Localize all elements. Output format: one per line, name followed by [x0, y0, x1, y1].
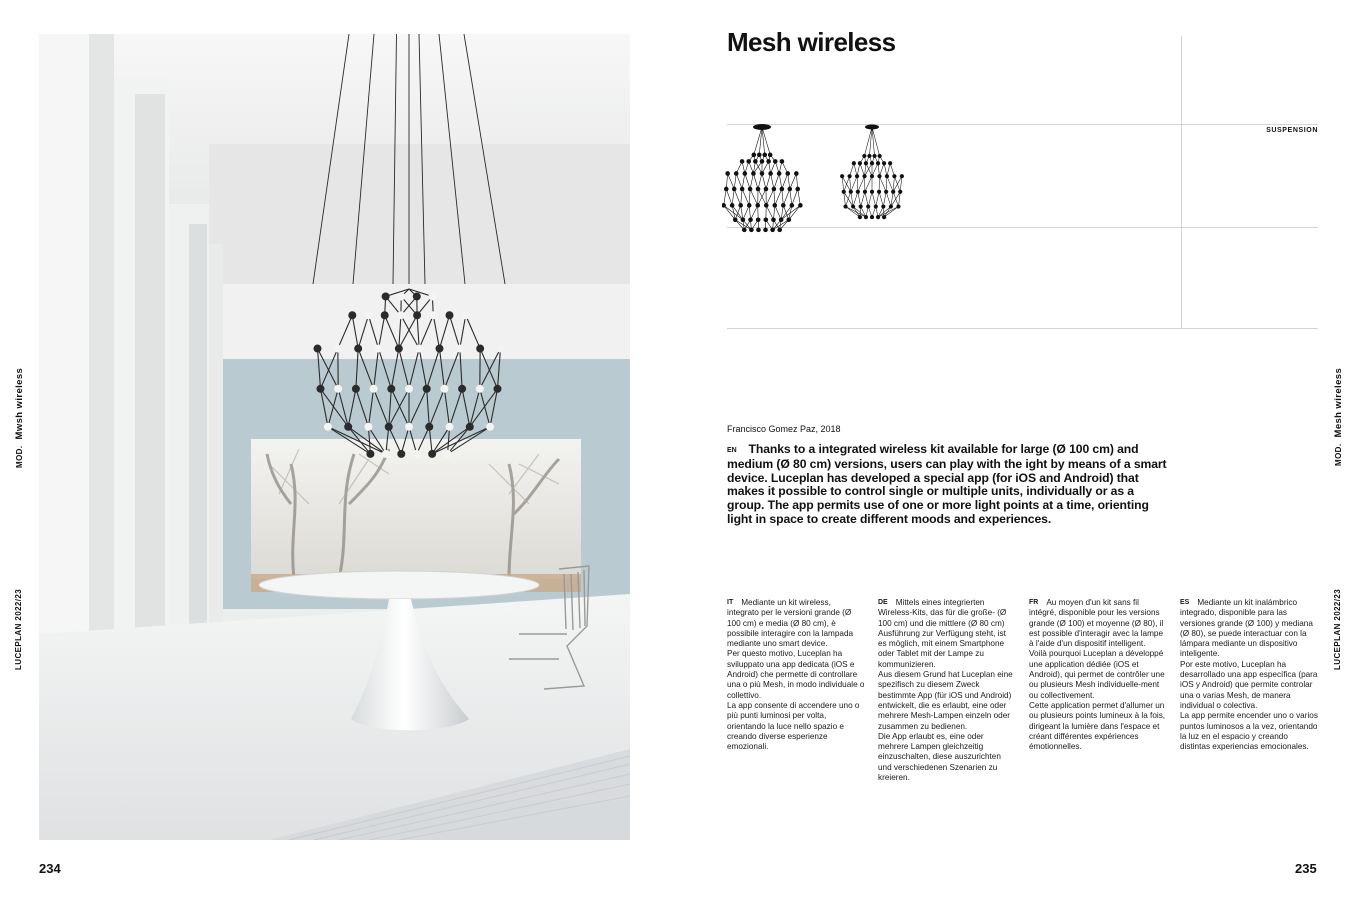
side-label-edition-right: LUCEPLAN 2022/23	[1333, 588, 1342, 670]
text-column-de: DE Mittels eines integrierten Wireless-Kits, das für die große- (Ø 100 cm) und die mittlere (Ø 80 cm) Ausführung zur Verfügung steht, ist es möglich, mit einem Smartphone oder Tablet mit der Lampe zu kommunizieren. Aus diesem Grund hat Luceplan eine spezifisch zu diesem Zweck bestimmte App (für iOS und Android) entwickelt, die es erlaubt, eine oder mehrere Mesh-Lampen einzeln oder zusammen zu bedienen. Die App erlaubt es, eine oder mehrere Lampen gleichzeitig einzuschalten, diese auszurichten und verschiedenen Szenarien zu kreieren.	[878, 598, 1013, 783]
divider	[1181, 36, 1182, 329]
text-column-fr: FR Au moyen d'un kit sans fil intégré, disponible pour les versions grande (Ø 100) et moyenne (Ø 80), il est possible d'interagir avec la lampe à l'aide d'un dispositif intelligent. Voilà pourquoi Luceplan a développé une application dédiée (iOS et Android), qui permet de contrôler une ou plusieurs Mesh individuelle-ment ou collectivement. Cette application permet d'allumer un ou plusieurs points lumineux à la fois, dirigeant la lumière dans l'espace et créant différentes expériences émotionnelles.	[1029, 598, 1166, 752]
lang-tag: DE	[878, 599, 888, 606]
medium-lamp-drawing	[834, 122, 914, 230]
text-column-it: IT Mediante un kit wireless, integrato per le versioni grande (Ø 100 cm) e media (Ø 80 cm), è possibile interagire con la lampada mediante uno smart device. Per questo motivo, Luceplan ha sviluppato una app dedicata (iOS e Android) che permette di controllare una o più Mesh, in modo individuale o collettivo. La app consente di accendere uno o più punti luminosi per volta, orientando la luce nello spazio e creando diverse esperienze emozionali.	[727, 598, 865, 752]
lang-tag: ES	[1180, 599, 1190, 606]
category-label: SUSPENSION	[1266, 127, 1318, 134]
designer-credit: Francisco Gomez Paz, 2018	[727, 424, 841, 434]
text-column-es: ES Mediante un kit inalámbrico integrado, disponible para las versiones grande (Ø 100) y mediana (Ø 80), se puede interactuar con la lámpara mediante un dispositivo inteligente. Por este motivo, Luceplan ha desarrollado una app específica (para iOS y Android) que permite controlar una o varias Mesh, de manera individual o colectiva. La app permite encender uno o varios puntos luminosos a la vez, orientando la luz en el espacio y creando distintas experiencias emocionales.	[1180, 598, 1318, 752]
interior-photo	[39, 34, 630, 840]
lang-tag: IT	[727, 599, 734, 606]
lang-tag: FR	[1029, 599, 1039, 606]
divider	[727, 328, 1318, 329]
lang-tag: EN	[727, 447, 737, 454]
large-lamp-drawing	[722, 122, 822, 242]
intro-text-en	[727, 443, 1172, 527]
page-title: Mesh wireless	[727, 27, 896, 57]
intro-body: Thanks to a integrated wireless kit available for large (Ø 100 cm) and medium (Ø 80 cm) versions, users can play with the ight by means of a smart device. Luceplan has developed a special app (for iOS and Android) that makes it possible to control single or multiple units, individually or as a group. The app permits use of one or more light points at a time, orienting light in space to create different moods and experiences.	[727, 442, 1167, 526]
page-number-left: 234	[39, 861, 61, 876]
page-number-right: 235	[1295, 861, 1317, 876]
side-label-mod: MOD.Mwsh wireless	[14, 367, 25, 468]
side-label-mod-right: MOD.Mesh wireless	[1333, 367, 1344, 466]
side-label-edition: LUCEPLAN 2022/23	[14, 588, 23, 670]
